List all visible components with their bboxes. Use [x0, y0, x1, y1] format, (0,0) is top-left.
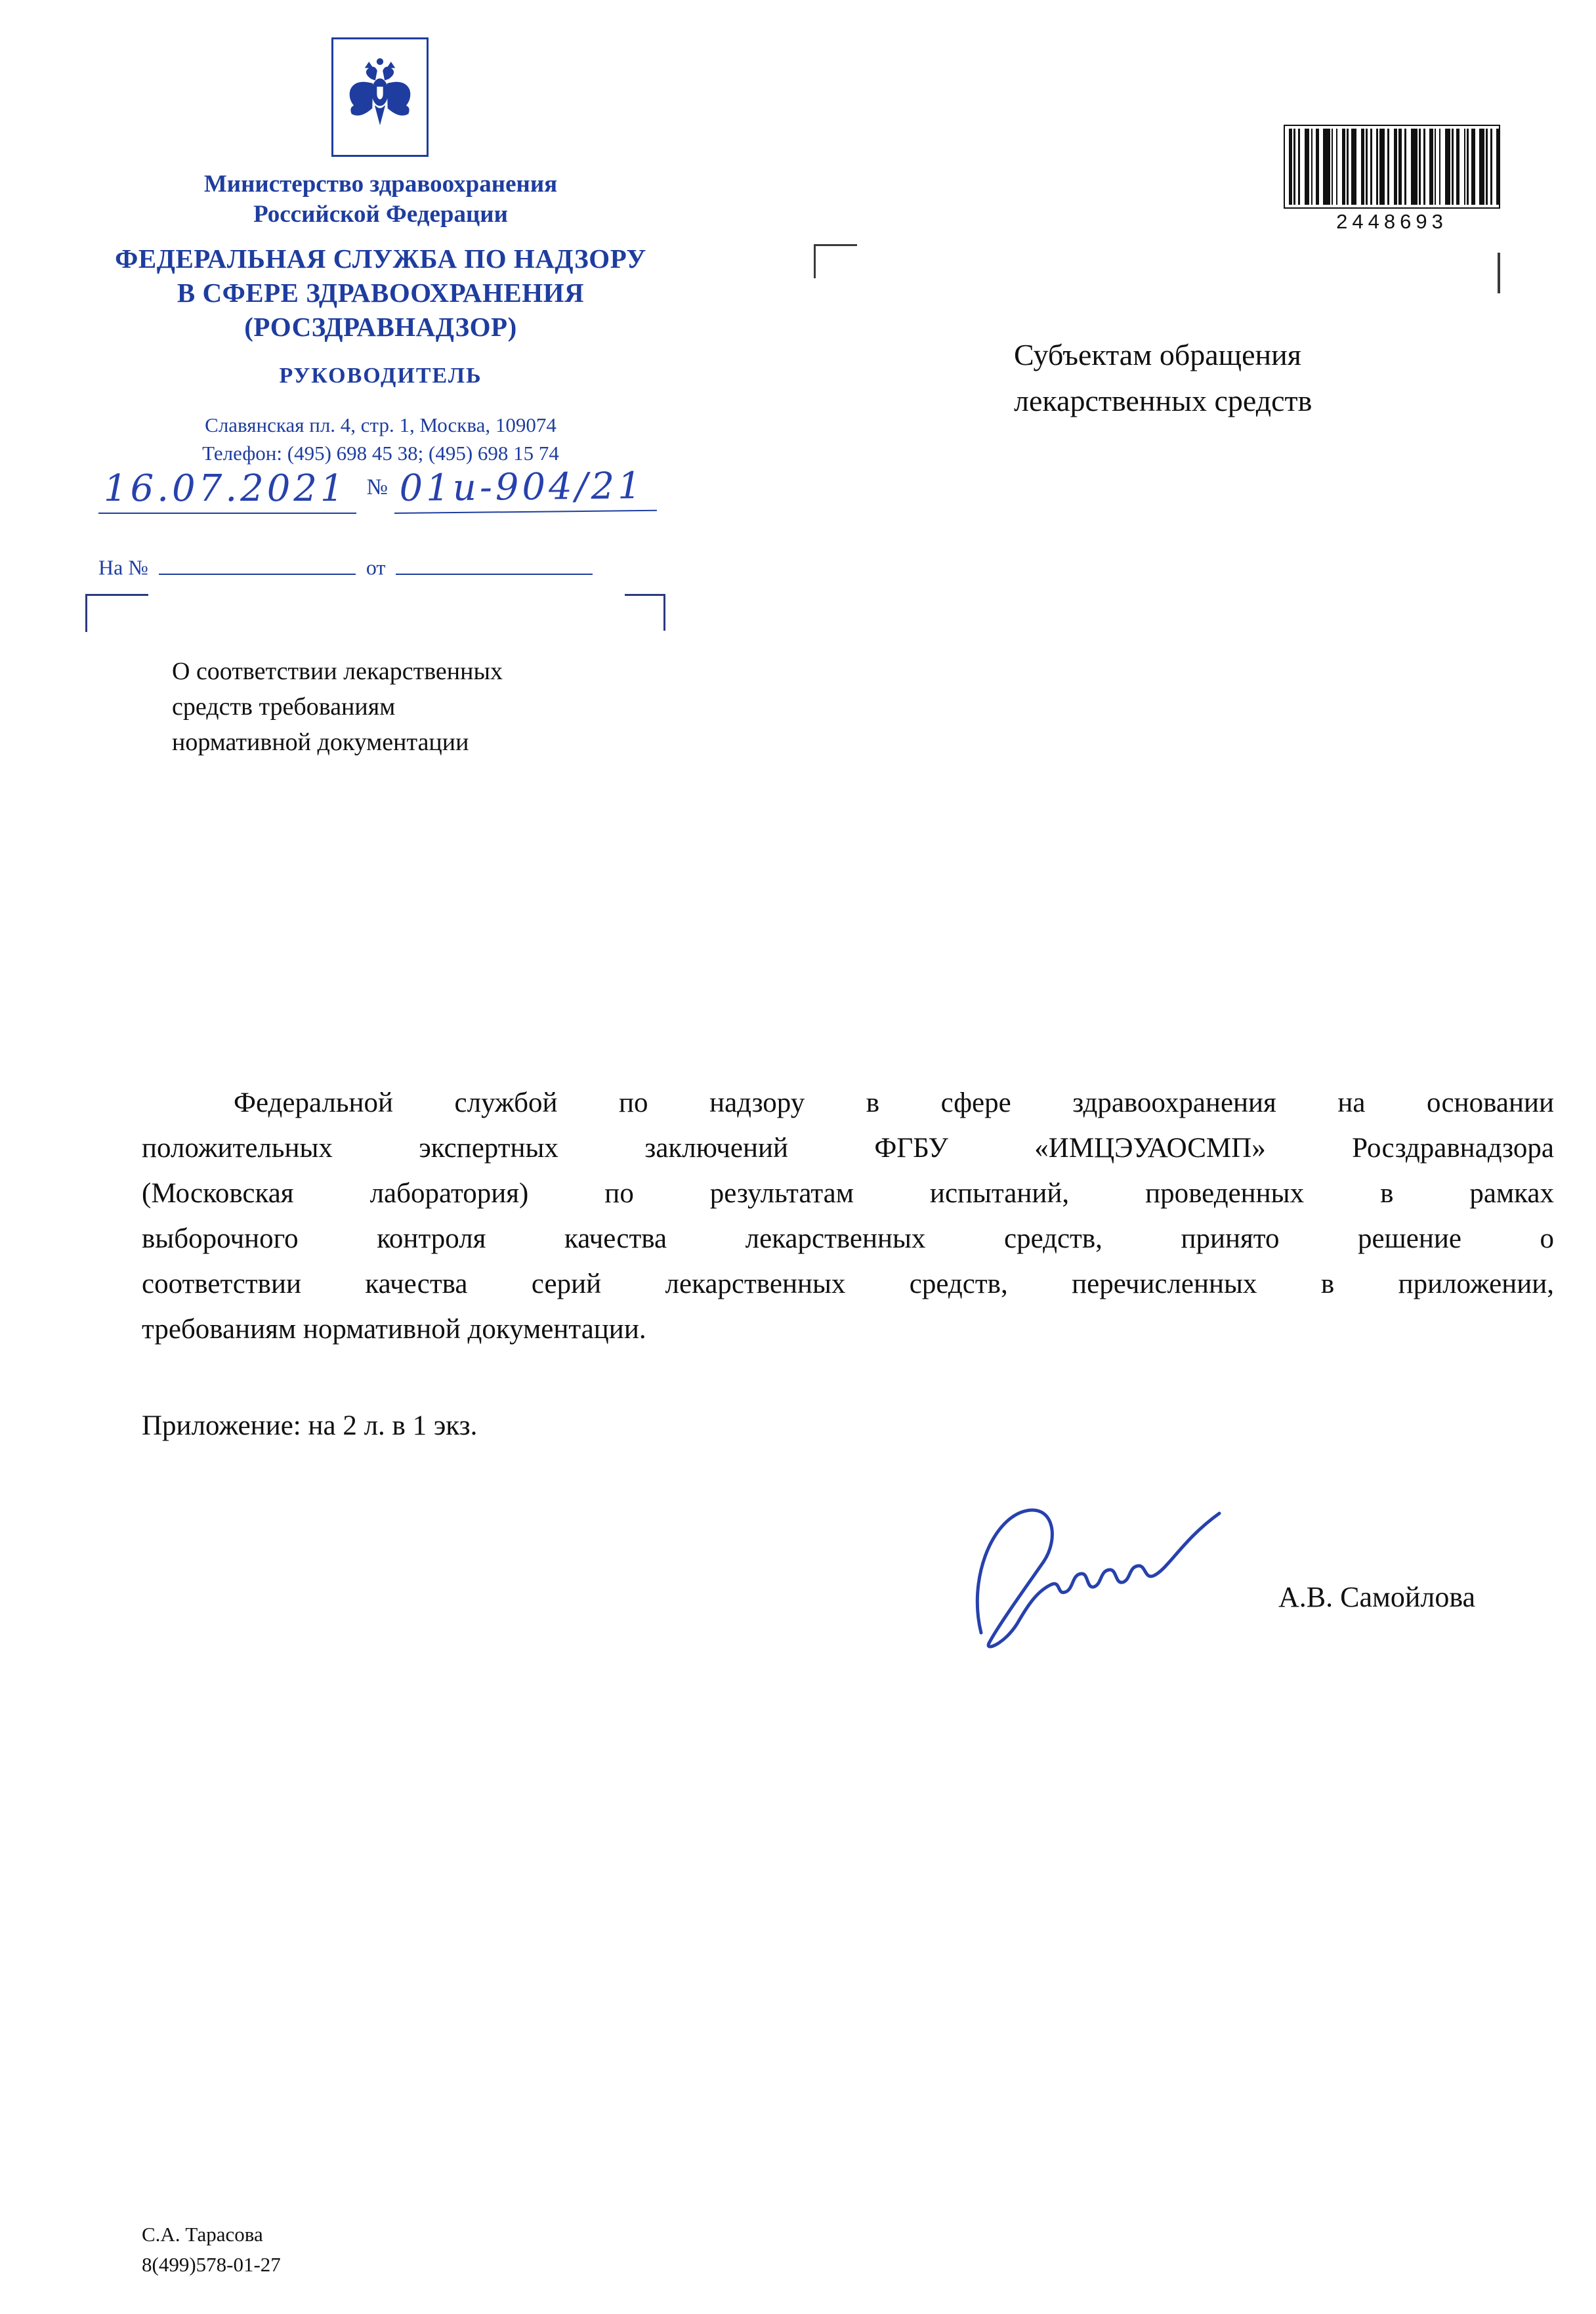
barcode-bar [1316, 129, 1319, 205]
reference-line [98, 467, 657, 514]
incoming-number-blank [159, 553, 356, 575]
number-sign: № [366, 475, 388, 499]
signer-name: А.В. Самойлова [1278, 1581, 1476, 1613]
barcode-bar [1387, 129, 1389, 205]
barcode-bar [1496, 129, 1500, 205]
subject-line: нормативной документации [172, 728, 469, 756]
barcode-number: 2448693 [1336, 210, 1448, 233]
barcode-bar [1366, 129, 1368, 205]
barcode-bar [1323, 129, 1330, 205]
barcode-bar [1486, 129, 1488, 205]
barcode-bar [1423, 129, 1425, 205]
barcode-bar [1361, 129, 1364, 205]
barcode-bar [1398, 129, 1402, 205]
barcode-bar [1456, 129, 1460, 205]
position-title: РУКОВОДИТЕЛЬ [279, 364, 482, 388]
subject-block [172, 654, 503, 760]
addressee-right-mark [1498, 253, 1500, 293]
barcode-bar [1379, 129, 1385, 205]
handwritten-number: 01и-904/21 [394, 465, 657, 514]
service-name [79, 242, 682, 344]
ministry-line: Российской Федерации [253, 201, 508, 228]
from-label: от [366, 555, 386, 579]
subject-corner-mark-left [85, 594, 148, 632]
barcode-bar [1479, 129, 1484, 205]
barcode-bar [1332, 129, 1334, 205]
body-line: Федеральной службой по надзору в сфере здравоохранения на основании [234, 1087, 1554, 1118]
service-line: (РОСЗДРАВНАДЗОР) [244, 312, 517, 342]
barcode-bar [1351, 129, 1356, 205]
barcode-bar [1411, 129, 1418, 205]
double-headed-eagle-icon [343, 51, 417, 143]
barcode-bar [1435, 129, 1437, 205]
barcode-bar [1293, 129, 1295, 205]
barcode-bar [1490, 129, 1492, 205]
body-line: требованиям нормативной документации. [142, 1314, 646, 1345]
barcode-bar [1394, 129, 1397, 205]
barcode-bar [1311, 129, 1313, 205]
body-line: выборочного контроля качества лекарственных средств, принято решение о [142, 1223, 1554, 1254]
barcode-bar [1305, 129, 1310, 205]
barcode-bar [1467, 129, 1469, 205]
address-line: Славянская пл. 4, стр. 1, Москва, 109074 [205, 413, 556, 436]
barcode-bar [1347, 129, 1349, 205]
executor-name: С.А. Тарасова [142, 2223, 263, 2246]
addressee-line: Субъектам обращения [1014, 338, 1301, 371]
letterhead [79, 169, 682, 467]
coat-of-arms-box [331, 37, 429, 157]
barcode-bar [1370, 129, 1372, 205]
service-line: ФЕДЕРАЛЬНАЯ СЛУЖБА ПО НАДЗОРУ [115, 243, 646, 274]
phone-line: Телефон: (495) 698 45 38; (495) 698 15 74 [202, 442, 559, 465]
barcode-bar [1419, 129, 1421, 205]
addressee-line: лекарственных средств [1014, 384, 1312, 417]
barcode-bar [1289, 129, 1292, 205]
barcode-bar [1376, 129, 1378, 205]
body-line: положительных экспертных заключений ФГБУ «ИМЦЭУАОСМП» Росздравнадзора [142, 1133, 1554, 1164]
ministry-line: Министерство здравоохранения [203, 171, 558, 198]
barcode-bar [1429, 129, 1433, 205]
service-line: В СФЕРЕ ЗДРАВООХРАНЕНИЯ [177, 278, 585, 308]
executor-block [142, 2219, 281, 2280]
barcode-bar [1298, 129, 1300, 205]
attachment-note: Приложение: на 2 л. в 1 экз. [142, 1410, 478, 1441]
incoming-label: На № [98, 555, 148, 579]
addressee-block [1014, 332, 1312, 424]
body-line: соответствии качества серий лекарственных средств, перечисленных в приложении, [142, 1269, 1554, 1299]
incoming-date-blank [396, 553, 593, 575]
contact-block [79, 411, 682, 467]
barcode-bar [1445, 129, 1450, 205]
executor-phone: 8(499)578-01-27 [142, 2253, 281, 2276]
incoming-reference-line [98, 553, 603, 580]
barcode-bar [1464, 129, 1466, 205]
barcode-bar [1342, 129, 1345, 205]
barcode-bar [1452, 129, 1454, 205]
barcode-bar [1439, 129, 1441, 205]
barcode-bar [1336, 129, 1338, 205]
body-line: (Московская лаборатория) по результатам испытаний, проведенных в рамках [142, 1178, 1554, 1209]
subject-line: средств требованиям [172, 693, 396, 721]
barcode-bar [1404, 129, 1406, 205]
barcode [1284, 125, 1500, 234]
handwritten-date: 16.07.2021 [98, 467, 356, 514]
subject-line: О соответствии лекарственных [172, 658, 503, 685]
barcode-bars [1284, 125, 1500, 209]
handwritten-signature [952, 1475, 1234, 1666]
subject-corner-mark-right [625, 594, 665, 631]
barcode-bar [1471, 129, 1475, 205]
ministry-name [79, 169, 682, 230]
body-paragraph [142, 1080, 1554, 1352]
addressee-corner-mark [814, 244, 857, 278]
